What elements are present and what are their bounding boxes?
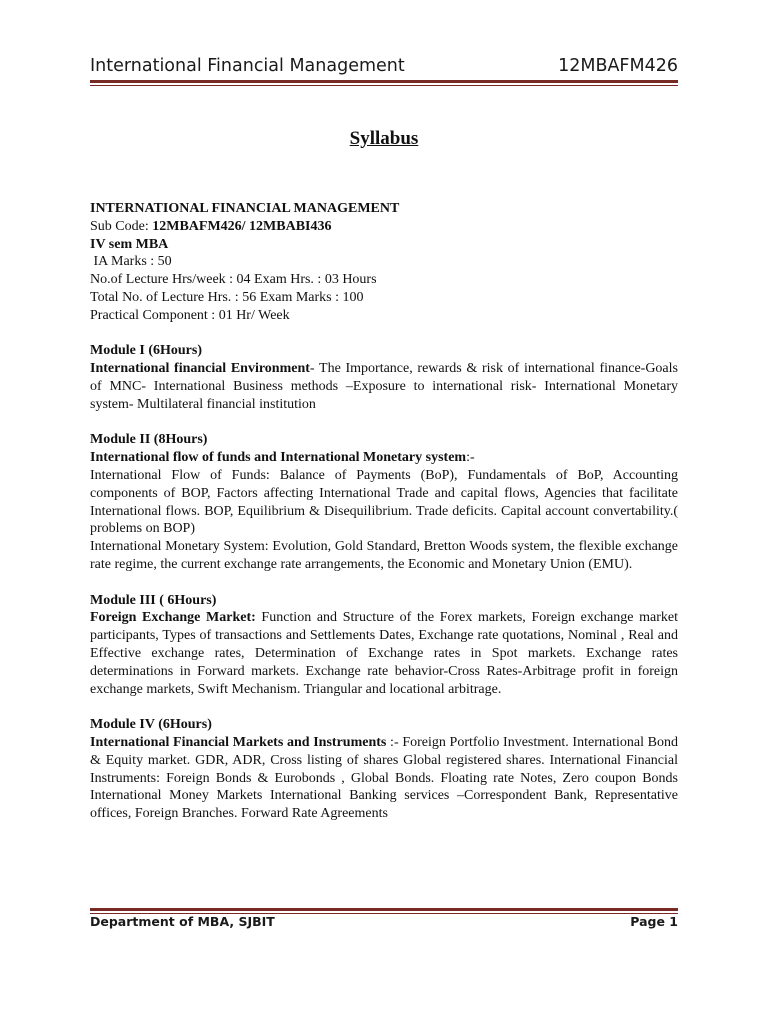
module-lead: International financial Environment xyxy=(90,361,310,377)
module-title: Module IV (6Hours) xyxy=(90,717,212,733)
module-paragraph xyxy=(90,609,678,698)
header-rule-thick xyxy=(90,80,678,83)
module-lead: International flow of funds and International Monetary system xyxy=(90,450,467,466)
module-lead-separator: :- xyxy=(386,734,403,750)
module-lead-separator: - xyxy=(309,361,320,377)
module-paragraph xyxy=(90,449,678,467)
module-text: International Monetary System: Evolution, Gold Standard, Bretton Woods system, the flexible exchange rate regime, the current exchange rate arrangements, the Economic and Monetary Union (EMU). xyxy=(90,539,678,572)
course-name: INTERNATIONAL FINANCIAL MANAGEMENT xyxy=(90,201,400,216)
module-paragraph xyxy=(90,360,678,413)
module-text: International Flow of Funds: Balance of Payments (BoP), Fundamentals of BoP, Accounting components of BOP, Factors affecting International Trade and capital flows, Agencies that facilitate International flows. BOP, Equilibrium & Disequilibrium. Trade deficits. Capital account convertability.( problems on BOP) xyxy=(90,467,678,537)
module-2 xyxy=(90,431,678,573)
module-3 xyxy=(90,592,678,699)
syllabus-content xyxy=(90,200,678,823)
module-title: Module II (8Hours) xyxy=(90,432,208,448)
ia-marks: IA Marks : 50 xyxy=(90,254,172,270)
lecture-hours-total: Total No. of Lecture Hrs. : 56 Exam Marks : 100 xyxy=(90,289,364,305)
lecture-hours-week: No.of Lecture Hrs/week : 04 Exam Hrs. : 03 Hours xyxy=(90,272,377,288)
page-title: Syllabus xyxy=(349,128,419,149)
header-code: 12MBAFM426 xyxy=(558,56,678,76)
sub-code-value: 12MBAFM426/ 12MBABI436 xyxy=(152,218,332,234)
header-rule-thin xyxy=(90,85,678,86)
module-title: Module I (6Hours) xyxy=(90,343,202,359)
page-footer xyxy=(90,914,678,929)
sub-code-line xyxy=(90,218,678,236)
module-lead: Foreign Exchange Market: xyxy=(90,610,256,626)
module-text: Function and Structure of the Forex markets, Foreign exchange market participants, Types of transactions and Settlements Dates, Exchange rate quotations, Nominal , Real and Effective exchange rates, Determination of Exchange rates in Spot markets. Exchange rates determinations in Forward markets. Exchange rate behavior-Cross Rates-Arbitrage profit in foreign exchange markets, Swift Mechanism. Triangular and locational arbitrage. xyxy=(90,610,678,697)
module-paragraph xyxy=(90,734,678,823)
semester: IV sem MBA xyxy=(90,236,169,252)
module-lead: International Financial Markets and Instruments xyxy=(90,734,387,750)
module-text: The Importance, rewards & risk of international finance-Goals of MNC- International Business methods –Exposure to international risk- International Monetary system- Multilateral financial institution xyxy=(90,361,678,412)
module-4 xyxy=(90,716,678,823)
footer-department: Department of MBA, SJBIT xyxy=(90,914,275,929)
sub-code-label: Sub Code: xyxy=(90,218,153,234)
header-title: International Financial Management xyxy=(90,56,405,76)
module-lead-separator: :- xyxy=(466,450,475,466)
practical-component: Practical Component : 01 Hr/ Week xyxy=(90,307,290,323)
module-text: Foreign Portfolio Investment. International Bond & Equity market. GDR, ADR, Cross listing of shares Global registered shares. International Financial Instruments: Foreign Bonds & Eurobonds , Global Bonds. Floating rate Notes, Zero coupon Bonds International Money Markets International Banking services –Correspondent Bank, Representative offices, Foreign Branches. Forward Rate Agreements xyxy=(90,734,678,822)
footer-page-number: Page 1 xyxy=(630,914,678,929)
module-title: Module III ( 6Hours) xyxy=(90,592,217,608)
module-1 xyxy=(90,342,678,413)
page-header xyxy=(90,46,678,76)
footer-rule-thick xyxy=(90,908,678,911)
